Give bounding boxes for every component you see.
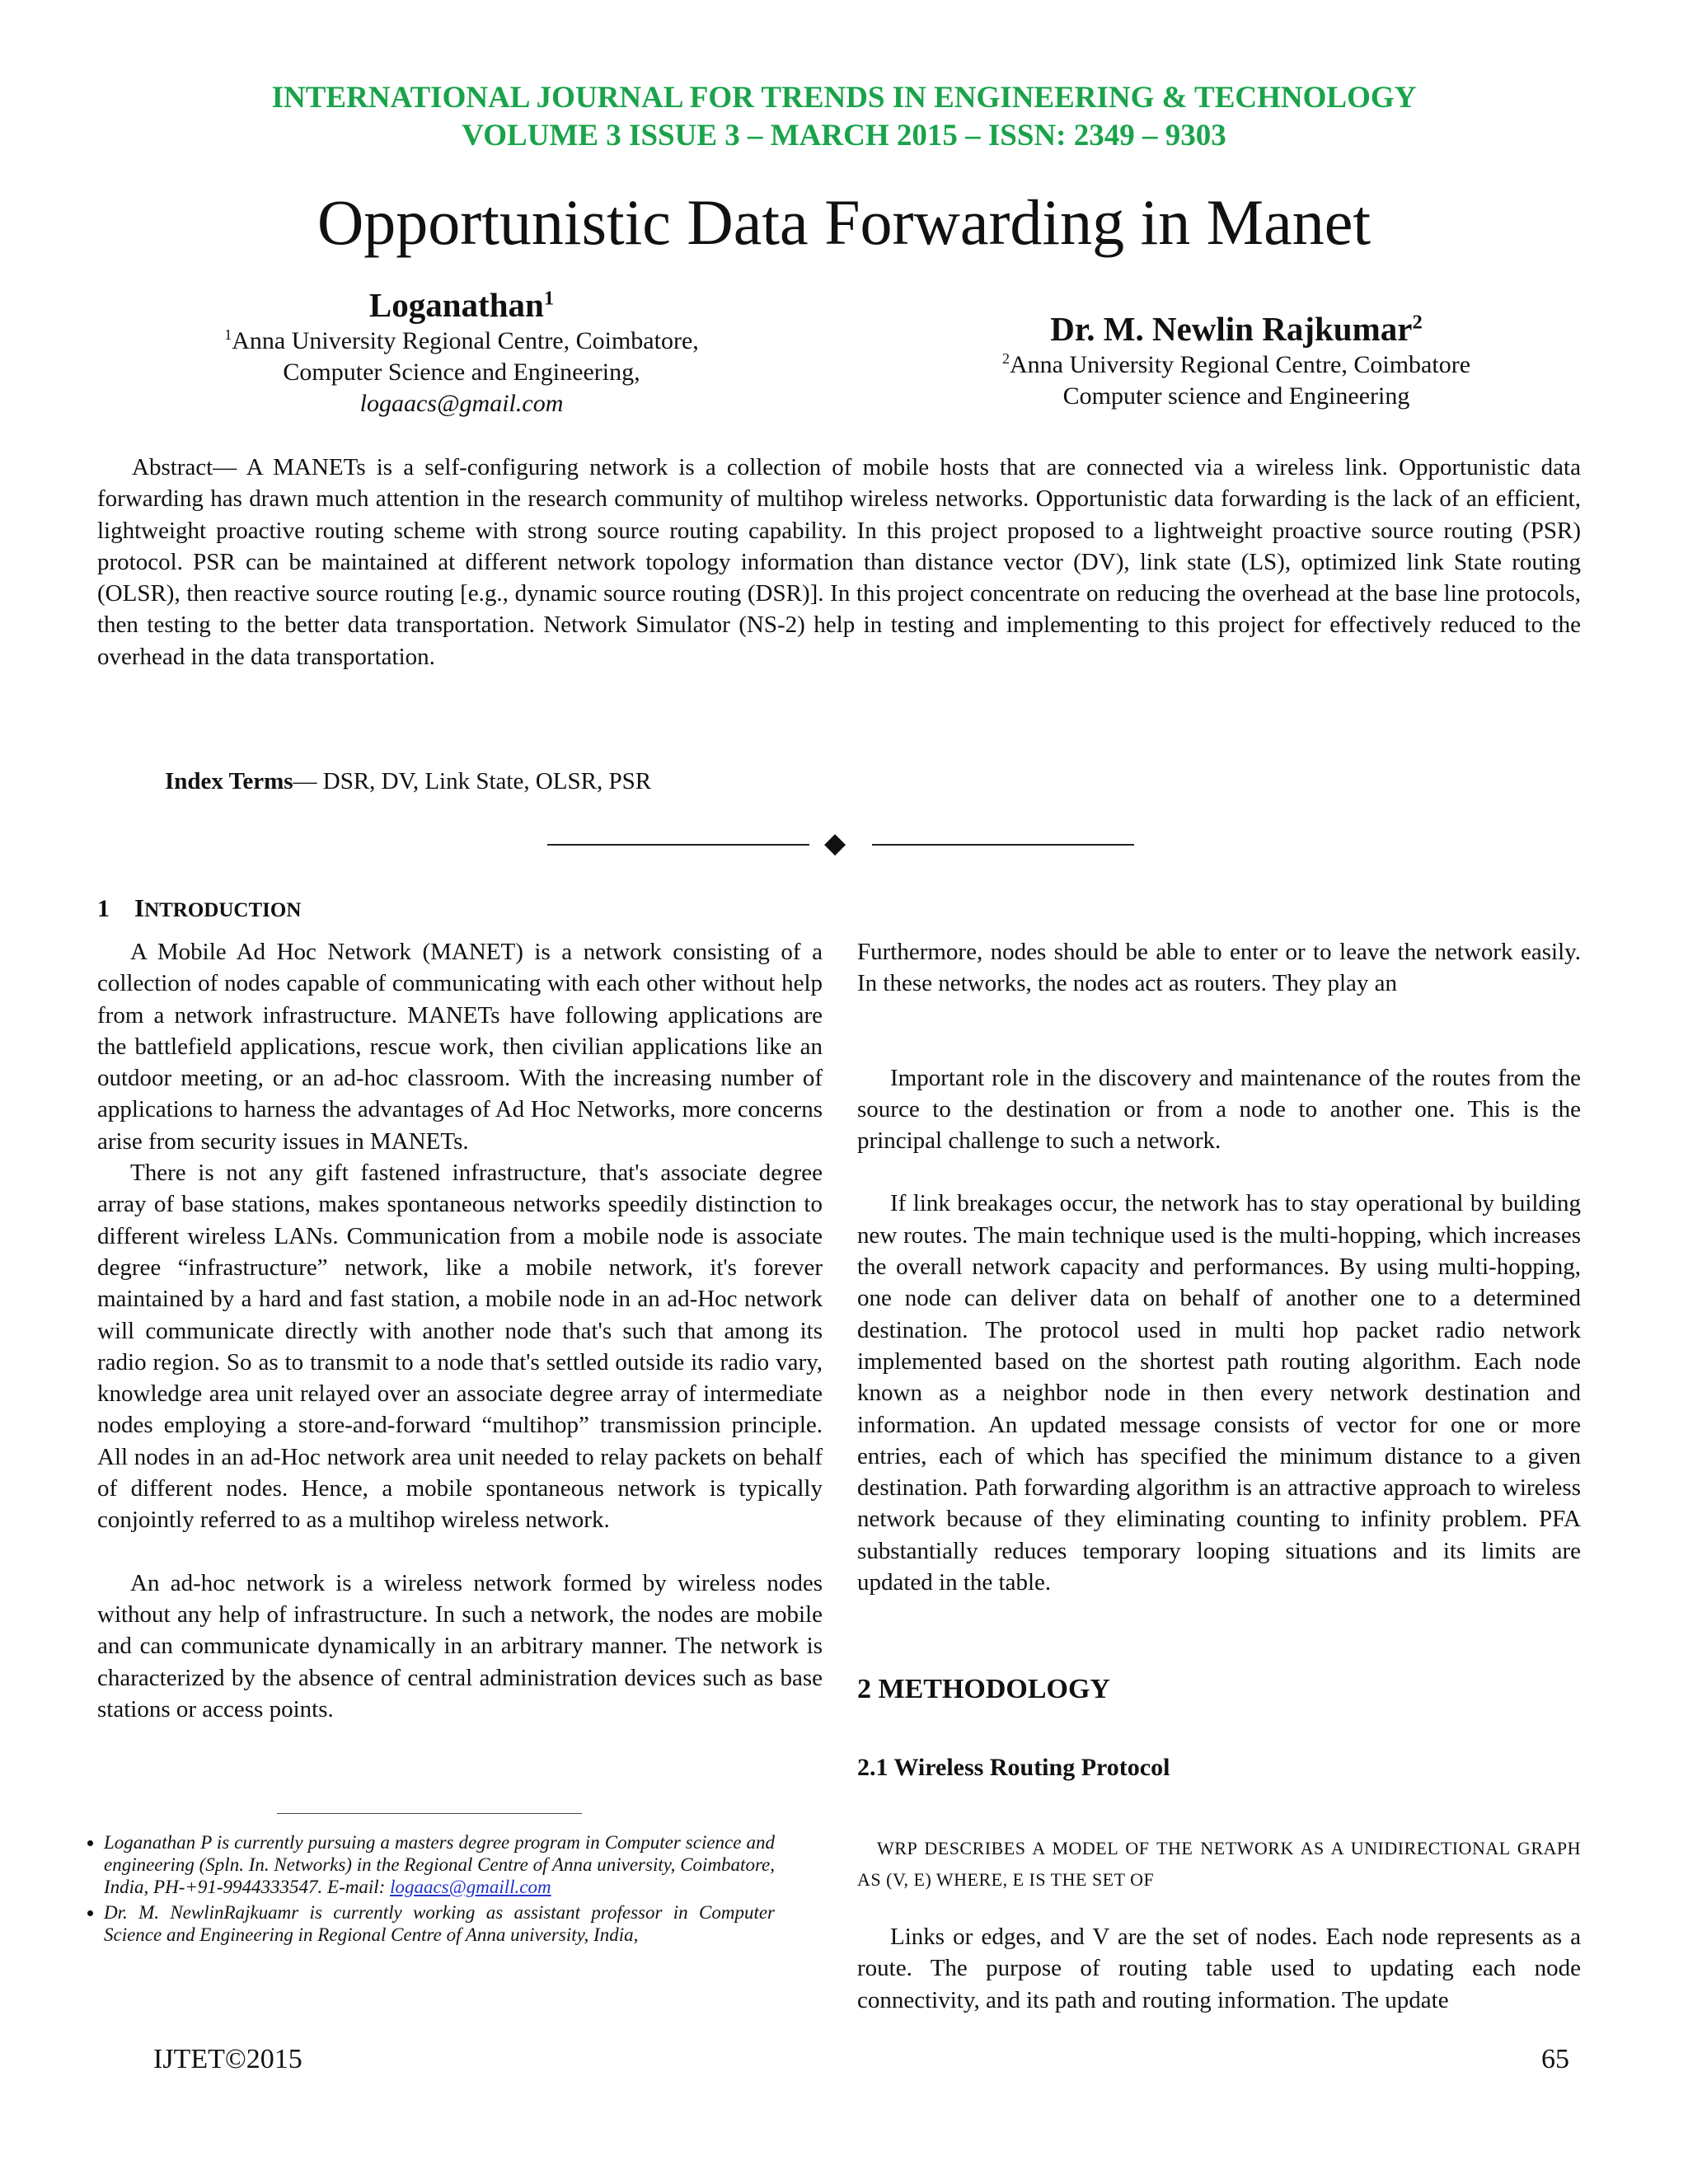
section-heading-methodology: 2 METHODOLOGY <box>857 1674 1110 1704</box>
footnote-1: • Loganathan P is currently pursuing a masters degree program in Computer science and engineering (Spln. In. Networks) in the Regional Centre of Anna university, Coimbatore, India, PH-+91-9944333547. E-mail: logaacs@gmaill.com <box>104 1831 775 1898</box>
right-paragraph-4: Links or edges, and V are the set of nodes. Each node represents as a route. The purpose of routing table used to updating each node connectivity, and its path and routing information. The update <box>857 1924 1581 2013</box>
intro-paragraph-3: An ad-hoc network is a wireless network formed by wireless nodes without any help of infrastructure. In such a network, the nodes are mobile and can communicate dynamically in an arbitrary manner. The network is characterized by the absence of central administration devices such as base stations or access points. <box>97 1569 823 1722</box>
author-email-1: logaacs@gmail.com <box>359 390 564 417</box>
author-name-1: Loganathan$^1$ <box>368 286 555 324</box>
intro-paragraph-2: There is not any gift fastened infrastructure, that's associate degree array of base stations, makes spontaneous networks speedily distinction to different wireless LANs. Communication from a mobile node is associate degree “infrastructure” network, like a mobile network, it's forever maintained by a hard and fast station, a mobile node in an ad-Hoc network will communicate directly with another node that's such that among its radio region. So as to transmit to a node that's settled outside its radio vary, knowledge area unit relayed over an associate degree array of intermediate nodes employing a store-and-forward “multihop” transmission principle. All nodes in an ad-Hoc network area unit needed to relay packets on behalf of different nodes. Hence, a mobile spontaneous network is typically conjointly referred to as a multihop wireless network. <box>97 1160 823 1534</box>
author-affiliation-1: $^1$Anna University Regional Centre, Coimbatore, <box>224 326 699 354</box>
divider-diamond: ◆ <box>824 828 846 859</box>
subsection-heading-wrp: 2.1 Wireless Routing Protocol <box>857 1754 1170 1781</box>
footnote-email-link[interactable]: logaacs@gmaill.com <box>390 1877 551 1897</box>
author-affiliation-2: $^2$Anna University Regional Centre, Coimbatore <box>1001 350 1471 378</box>
divider-right <box>872 844 1134 846</box>
intro-paragraph-1: A Mobile Ad Hoc Network (MANET) is a network consisting of a collection of nodes capable of communicating with each other without help from a network infrastructure. MANETs have following applications are the battlefield applications, rescue work, then civilian applications like an outdoor meeting, or an ad-hoc classroom. With the increasing number of applications to harness the advantages of Ad Hoc Networks, more concerns arise from security issues in MANETs. <box>97 939 823 1155</box>
author-block-2 <box>956 308 1517 412</box>
footnote-2: • Dr. M. NewlinRajkuamr is currently working as assistant professor in Computer Science and Engineering in Regional Centre of Anna university, India, <box>104 1901 775 1946</box>
journal-name: INTERNATIONAL JOURNAL FOR TRENDS IN ENGINEERING & TECHNOLOGY <box>271 81 1417 115</box>
index-terms <box>165 766 651 797</box>
abstract-text: A MANETs is a self-configuring network is a collection of mobile hosts that are connected via a wireless link. Opportunistic data forwarding has drawn much attention in the research community of multihop wireless networks. Opportunistic data forwarding is the lack of an efficient, lightweight proactive routing scheme with strong source routing capability. In this project proposed to a lightweight proactive source routing (PSR) protocol. PSR can be maintained at different network topology information than distance vector (DV), link state (LS), optimized link State routing (OLSR), then reactive source routing [e.g., dynamic source routing (DSR)]. In this project concentrate on reducing the overhead at the base line protocols, then testing to the better data transportation. Network Simulator (NS-2) help in testing and implementing to this project for effectively reduced to the overhead in the data transportation. <box>97 454 1581 670</box>
author-department-2: Computer science and Engineering <box>1062 382 1410 410</box>
footer-copyright: IJTET©2015 <box>153 2044 302 2074</box>
right-paragraph-2: Important role in the discovery and maintenance of the routes from the source to the destination or from a node to another one. This is the principal challenge to such a network. <box>857 1064 1581 1155</box>
right-column-continued <box>857 1921 1581 2016</box>
right-column <box>857 936 1581 1598</box>
abstract-label: Abstract— <box>132 454 246 480</box>
right-paragraph-3: If link breakages occur, the network has to stay operational by building new routes. The main technique used is the multi-hopping, which increases the overall network capacity and performances. By using multi-hopping, one node can deliver data on behalf of another one to a determined destination. The protocol used in multi hop packet radio network implemented based on the shortest path routing algorithm. Each node known as a neighbor node in then every network destination and information. An updated message consists of vector for one or more entries, each of which has specified the minimum distance to a given destination. Path forwarding algorithm is an attractive approach to wireless network because of they eliminating counting to infinity problem. PFA substantially reduces temporary looping situations and its limits are updated in the table. <box>857 1190 1581 1596</box>
abstract <box>97 452 1581 673</box>
right-paragraph-1: Furthermore, nodes should be able to enter or to leave the network easily. In these networks, the nodes act as routers. They play an <box>857 939 1581 997</box>
wrp-paragraph: WRP DESCRIBES A MODEL OF THE NETWORK AS A UNIDIRECTIONAL GRAPH AS (V, E) WHERE, E IS THE SET OF <box>857 1838 1581 1890</box>
left-column <box>97 936 823 1725</box>
divider-left <box>547 844 809 846</box>
page-number: 65 <box>1541 2044 1569 2074</box>
author-name-2: Dr. M. Newlin Rajkumar$^2$ <box>1050 310 1423 348</box>
index-terms-text: — DSR, DV, Link State, OLSR, PSR <box>293 768 652 794</box>
paper-title: Opportunistic Data Forwarding in Manet <box>316 186 1372 258</box>
footnote-rule <box>277 1813 582 1814</box>
section-heading-introduction: 1 INTRODUCTION <box>97 893 302 922</box>
footnotes <box>82 1831 775 1949</box>
journal-volume: VOLUME 3 ISSUE 3 – MARCH 2015 – ISSN: 2349 – 9303 <box>462 119 1226 152</box>
index-terms-label: Index Terms <box>165 768 293 794</box>
author-department-1: Computer Science and Engineering, <box>283 359 640 386</box>
author-block-1 <box>190 284 734 419</box>
